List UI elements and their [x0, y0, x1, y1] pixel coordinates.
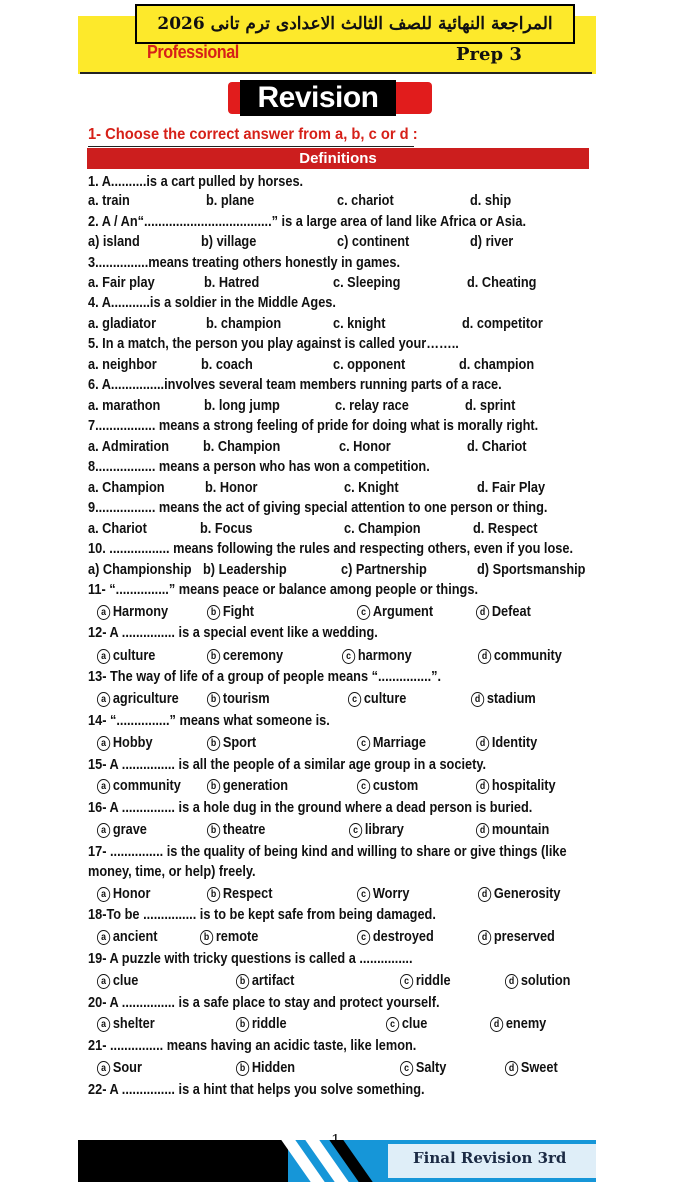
- option-4b[interactable]: b. champion: [206, 316, 282, 332]
- option-10d[interactable]: d) Sportsmanship: [477, 562, 586, 578]
- option-4c[interactable]: c. knight: [333, 316, 386, 332]
- option-5a[interactable]: a. neighbor: [88, 357, 157, 373]
- question-1: 1. A..........is a cart pulled by horses.: [88, 174, 304, 190]
- option-6d[interactable]: d. sprint: [465, 398, 516, 414]
- question-4: 4. A...........is a soldier in the Middle Ages.: [88, 295, 336, 311]
- option-16b[interactable]: b theatre: [207, 822, 265, 838]
- option-6c[interactable]: c. relay race: [335, 398, 409, 414]
- badge-a: a: [97, 692, 110, 707]
- option-10b[interactable]: b) Leadership: [203, 562, 287, 578]
- option-20b[interactable]: b riddle: [236, 1016, 287, 1032]
- option-2a[interactable]: a) island: [88, 234, 140, 250]
- option-2d[interactable]: d) river: [470, 234, 514, 250]
- option-1d[interactable]: d. ship: [470, 193, 512, 209]
- question-8: 8................. means a person who has won a competition.: [88, 459, 430, 475]
- option-21a[interactable]: a Sour: [97, 1060, 142, 1076]
- option-2c[interactable]: c) continent: [337, 234, 410, 250]
- option-11a[interactable]: a Harmony: [97, 604, 168, 620]
- badge-c: c: [400, 974, 413, 989]
- option-17a[interactable]: a Honor: [97, 886, 150, 902]
- question-2: 2. A / An“....................................” is a large area of land like Africa or Asia.: [88, 214, 526, 230]
- badge-c: c: [386, 1017, 399, 1032]
- brand-label: Professional: [147, 42, 239, 62]
- option-9c[interactable]: c. Champion: [344, 521, 421, 537]
- badge-c: c: [342, 649, 355, 664]
- badge-d: d: [476, 823, 489, 838]
- badge-b: b: [207, 692, 220, 707]
- option-2b[interactable]: b) village: [201, 234, 257, 250]
- badge-a: a: [97, 649, 110, 664]
- badge-a: a: [97, 736, 110, 751]
- option-7d[interactable]: d. Chariot: [467, 439, 527, 455]
- option-4a[interactable]: a. gladiator: [88, 316, 157, 332]
- question-17: 17- ............... is the quality of being kind and willing to share or give things (like: [88, 844, 567, 860]
- option-17d[interactable]: d Generosity: [478, 886, 561, 902]
- badge-b: b: [207, 649, 220, 664]
- badge-a: a: [97, 779, 110, 794]
- option-18c[interactable]: c destroyed: [357, 929, 434, 945]
- badge-b: b: [236, 1017, 249, 1032]
- option-3a[interactable]: a. Fair play: [88, 275, 155, 291]
- badge-c: c: [349, 823, 362, 838]
- badge-c: c: [357, 736, 370, 751]
- option-16c[interactable]: c library: [349, 822, 404, 838]
- option-3d[interactable]: d. Cheating: [467, 275, 537, 291]
- question-18: 18-To be ............... is to be kept safe from being damaged.: [88, 907, 436, 923]
- option-19b[interactable]: b artifact: [236, 973, 294, 989]
- badge-b: b: [207, 887, 220, 902]
- question-12: 12- A ............... is a special event like a wedding.: [88, 625, 378, 641]
- option-8b[interactable]: b. Honor: [205, 480, 258, 496]
- option-13c[interactable]: c culture: [348, 691, 406, 707]
- question-16: 16- A ............... is a hole dug in the ground where a dead person is buried.: [88, 800, 533, 816]
- grade-label: Prep 3: [456, 44, 522, 65]
- option-14c[interactable]: c Marriage: [357, 735, 426, 751]
- option-14d[interactable]: d Identity: [476, 735, 537, 751]
- badge-c: c: [357, 930, 370, 945]
- option-13a[interactable]: a agriculture: [97, 691, 179, 707]
- badge-c: c: [348, 692, 361, 707]
- footer-black-block: [78, 1140, 288, 1182]
- instruction-underline: [88, 146, 414, 147]
- option-15b[interactable]: b generation: [207, 778, 288, 794]
- option-11d[interactable]: d Defeat: [476, 604, 531, 620]
- page-title: المراجعة النهائية للصف الثالث الاعدادى ترم تانى 2026: [135, 4, 575, 44]
- option-12a[interactable]: a culture: [97, 648, 155, 664]
- option-19a[interactable]: a clue: [97, 973, 138, 989]
- option-5c[interactable]: c. opponent: [333, 357, 406, 373]
- option-8a[interactable]: a. Champion: [88, 480, 165, 496]
- badge-d: d: [478, 649, 491, 664]
- question-3: 3...............means treating others honestly in games.: [88, 255, 401, 271]
- section-instruction: 1- Choose the correct answer from a, b, c or d :: [88, 126, 418, 143]
- option-12c[interactable]: c harmony: [342, 648, 412, 664]
- badge-d: d: [478, 930, 491, 945]
- option-6a[interactable]: a. marathon: [88, 398, 161, 414]
- option-10c[interactable]: c) Partnership: [341, 562, 427, 578]
- option-19d[interactable]: d solution: [505, 973, 570, 989]
- option-21d[interactable]: d Sweet: [505, 1060, 558, 1076]
- badge-c: c: [357, 605, 370, 620]
- option-7c[interactable]: c. Honor: [339, 439, 391, 455]
- option-20c[interactable]: c clue: [386, 1016, 427, 1032]
- option-20a[interactable]: a shelter: [97, 1016, 155, 1032]
- option-16d[interactable]: d mountain: [476, 822, 549, 838]
- badge-a: a: [97, 974, 110, 989]
- question-19: 19- A puzzle with tricky questions is called a ...............: [88, 951, 413, 967]
- badge-a: a: [97, 605, 110, 620]
- badge-c: c: [400, 1061, 413, 1076]
- option-14a[interactable]: a Hobby: [97, 735, 153, 751]
- question-21: 21- ............... means having an acidic taste, like lemon.: [88, 1038, 417, 1054]
- question-20: 20- A ............... is a safe place to stay and protect yourself.: [88, 995, 440, 1011]
- option-17c[interactable]: c Worry: [357, 886, 409, 902]
- option-9b[interactable]: b. Focus: [200, 521, 253, 537]
- revision-banner-text: Revision: [257, 81, 379, 114]
- option-6b[interactable]: b. long jump: [204, 398, 280, 414]
- option-3b[interactable]: b. Hatred: [204, 275, 260, 291]
- badge-d: d: [505, 974, 518, 989]
- option-13b[interactable]: b tourism: [207, 691, 270, 707]
- badge-a: a: [97, 1061, 110, 1076]
- option-17b[interactable]: b Respect: [207, 886, 272, 902]
- badge-b: b: [236, 1061, 249, 1076]
- badge-d: d: [505, 1061, 518, 1076]
- option-4d[interactable]: d. competitor: [462, 316, 543, 332]
- question-22: 22- A ............... is a hint that helps you solve something.: [88, 1082, 425, 1098]
- badge-b: b: [200, 930, 213, 945]
- option-11c[interactable]: c Argument: [357, 604, 433, 620]
- option-7b[interactable]: b. Champion: [203, 439, 281, 455]
- option-1a[interactable]: a. train: [88, 193, 130, 209]
- option-13d[interactable]: d stadium: [471, 691, 536, 707]
- option-1b[interactable]: b. plane: [206, 193, 255, 209]
- badge-b: b: [207, 823, 220, 838]
- option-14b[interactable]: b Sport: [207, 735, 256, 751]
- option-20d[interactable]: d enemy: [490, 1016, 546, 1032]
- option-21b[interactable]: b Hidden: [236, 1060, 295, 1076]
- option-12d[interactable]: d community: [478, 648, 562, 664]
- option-15d[interactable]: d hospitality: [476, 778, 556, 794]
- question-6: 6. A...............involves several team members running parts of a race.: [88, 377, 502, 393]
- badge-d: d: [476, 779, 489, 794]
- option-18d[interactable]: d preserved: [478, 929, 555, 945]
- section-label: Definitions: [87, 148, 589, 169]
- badge-b: b: [207, 736, 220, 751]
- badge-a: a: [97, 823, 110, 838]
- question-17-continued: money, time, or help) freely.: [88, 864, 256, 880]
- option-19c[interactable]: c riddle: [400, 973, 451, 989]
- badge-d: d: [476, 736, 489, 751]
- question-10: 10. ................. means following the rules and respecting others, even if you lose.: [88, 541, 574, 557]
- badge-c: c: [357, 779, 370, 794]
- badge-b: b: [207, 779, 220, 794]
- badge-d: d: [490, 1017, 503, 1032]
- option-11b[interactable]: b Fight: [207, 604, 254, 620]
- option-1c[interactable]: c. chariot: [337, 193, 394, 209]
- option-12b[interactable]: b ceremony: [207, 648, 283, 664]
- badge-a: a: [97, 930, 110, 945]
- question-5: 5. In a match, the person you play against is called your……..: [88, 336, 459, 352]
- option-8d[interactable]: d. Fair Play: [477, 480, 546, 496]
- question-13: 13- The way of life of a group of people means “...............”.: [88, 669, 442, 685]
- question-7: 7................. means a strong feeling of pride for doing what is morally right.: [88, 418, 539, 434]
- badge-c: c: [357, 887, 370, 902]
- footer-label: Final Revision 3rd: [413, 1149, 567, 1167]
- badge-d: d: [478, 887, 491, 902]
- option-18b[interactable]: b remote: [200, 929, 258, 945]
- badge-b: b: [236, 974, 249, 989]
- badge-b: b: [207, 605, 220, 620]
- option-9a[interactable]: a. Chariot: [88, 521, 147, 537]
- header-divider: [80, 72, 592, 74]
- question-11: 11- “...............” means peace or balance among people or things.: [88, 582, 479, 598]
- option-15a[interactable]: a community: [97, 778, 181, 794]
- option-9d[interactable]: d. Respect: [473, 521, 538, 537]
- badge-d: d: [471, 692, 484, 707]
- option-15c[interactable]: c custom: [357, 778, 418, 794]
- option-5b[interactable]: b. coach: [201, 357, 253, 373]
- option-8c[interactable]: c. Knight: [344, 480, 399, 496]
- badge-d: d: [476, 605, 489, 620]
- option-3c[interactable]: c. Sleeping: [333, 275, 401, 291]
- badge-a: a: [97, 887, 110, 902]
- badge-a: a: [97, 1017, 110, 1032]
- option-16a[interactable]: a grave: [97, 822, 147, 838]
- question-14: 14- “...............” means what someone is.: [88, 713, 330, 729]
- question-9: 9................. means the act of giving special attention to one person or thing.: [88, 500, 548, 516]
- option-18a[interactable]: a ancient: [97, 929, 158, 945]
- option-5d[interactable]: d. champion: [459, 357, 535, 373]
- question-15: 15- A ............... is all the people of a similar age group in a society.: [88, 757, 487, 773]
- option-7a[interactable]: a. Admiration: [88, 439, 170, 455]
- option-10a[interactable]: a) Championship: [88, 562, 192, 578]
- option-21c[interactable]: c Salty: [400, 1060, 446, 1076]
